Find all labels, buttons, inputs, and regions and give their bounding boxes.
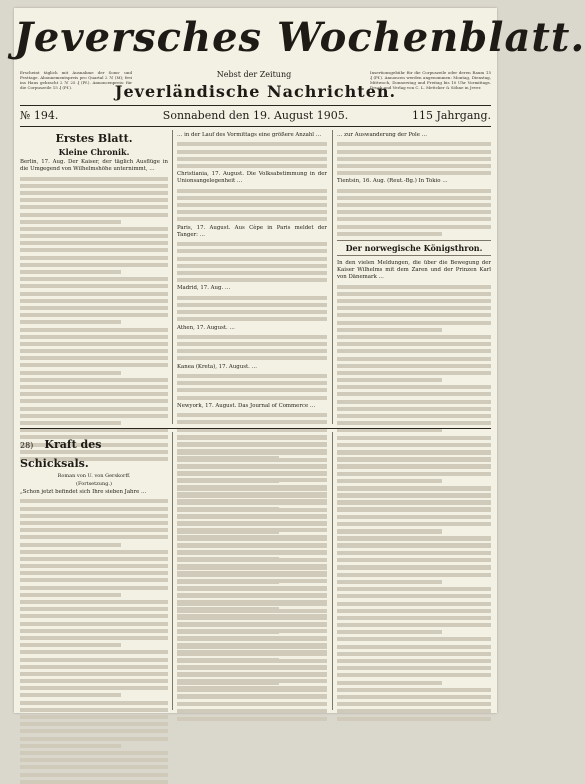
text-line: [337, 349, 491, 353]
text-line: [20, 773, 168, 777]
text-line: [20, 578, 168, 582]
text-line: [177, 717, 327, 721]
text-line: [337, 335, 491, 339]
text-line: [177, 349, 327, 353]
text-line: [177, 472, 327, 476]
text-line: [177, 522, 327, 526]
text-line: [20, 220, 121, 224]
text-line: [20, 636, 168, 640]
text-line: [177, 164, 327, 168]
text-line: [20, 256, 168, 260]
text-line: [337, 616, 491, 620]
text-placeholder: [337, 142, 491, 175]
text-line: [20, 213, 168, 217]
masthead-subtitle: Nebst der Zeitung: [216, 70, 292, 79]
text-line: [177, 580, 279, 584]
text-line: [20, 737, 168, 741]
text-line: [177, 210, 327, 214]
text-line: [177, 702, 327, 706]
column-rule: [332, 432, 333, 710]
text-line: [177, 271, 327, 275]
text-line: [20, 650, 168, 654]
newspaper-page: [14, 8, 585, 713]
text-line: [337, 451, 491, 455]
text-line: [337, 587, 491, 591]
text-line: [177, 296, 327, 300]
issue-number: № 194.: [20, 109, 59, 122]
text-line: [177, 142, 327, 146]
text-line: [337, 508, 491, 512]
text-placeholder: [177, 374, 327, 400]
text-line: [337, 666, 491, 670]
masthead-left-note: Erscheint täglich mit Ausnahme der Sonn- und Festtage. Abonnementspreis pro Quartal 2 ℳ (M); frei ins Haus gebracht 2 ℳ 25 ₰ (Pf.). Annoncenpreis: für die Corpuszeile 15 ₰ (Pf.).: [20, 70, 132, 90]
text-line: [177, 278, 327, 282]
text-line: [337, 364, 491, 368]
text-placeholder: [177, 335, 327, 361]
text-line: [177, 688, 327, 692]
text-line: [20, 693, 121, 697]
text-line: [20, 614, 168, 618]
text-line: [20, 765, 168, 769]
text-line: [177, 257, 327, 261]
text-line: [177, 673, 327, 677]
text-line: [337, 637, 491, 641]
text-line: [20, 378, 168, 382]
text-line: [337, 385, 491, 389]
text-placeholder: [20, 177, 168, 461]
text-line: [337, 573, 491, 577]
text-line: [20, 313, 168, 317]
text-line: [337, 306, 491, 310]
text-line: [20, 270, 121, 274]
text-line: [20, 708, 168, 712]
text-line: [337, 414, 491, 418]
text-line: [337, 465, 491, 469]
text-line: [20, 564, 168, 568]
text-line: [177, 356, 327, 360]
text-line: [20, 701, 168, 705]
text-line: [337, 150, 491, 154]
serial-column-3: [337, 433, 491, 709]
text-line: [337, 673, 491, 677]
text-line: [177, 645, 327, 649]
text-line: [337, 371, 491, 375]
text-line: [177, 544, 327, 548]
text-line: [177, 436, 327, 440]
volume-number: 115 Jahrgang.: [411, 109, 491, 122]
text-line: [337, 558, 491, 562]
article-lead: In den vielen Meldungen, die über die Bewegung der Kaiser Wilhelms mit dem Zaren und der Prinzen Karl von Dänemark …: [337, 259, 491, 281]
column-1: [20, 132, 168, 422]
text-line: [177, 630, 279, 634]
text-line: [337, 164, 491, 168]
text-line: [177, 501, 327, 505]
text-line: [20, 751, 168, 755]
text-line: [20, 335, 168, 339]
text-line: [177, 551, 327, 555]
text-line: [177, 413, 327, 417]
text-line: [177, 479, 279, 483]
text-line: [337, 196, 491, 200]
text-line: [177, 310, 327, 314]
text-line: [177, 637, 327, 641]
text-line: [20, 292, 168, 296]
feuilleton-rule: [20, 428, 491, 429]
text-line: [177, 249, 327, 253]
text-line: [20, 227, 168, 231]
text-line: [20, 306, 168, 310]
text-line: [177, 508, 327, 512]
text-line: [177, 709, 327, 713]
text-line: [177, 189, 327, 193]
text-line: [337, 321, 491, 325]
text-line: [337, 458, 491, 462]
text-line: [20, 586, 168, 590]
text-line: [337, 342, 491, 346]
text-line: [20, 780, 168, 784]
column-rule: [172, 432, 173, 710]
text-line: [337, 695, 491, 699]
article-lead: Christiania, 17. August. Die Volksabstimmung in der Unionsangelegenheit …: [177, 171, 327, 185]
text-line: [337, 400, 491, 404]
text-line: [20, 744, 121, 748]
text-line: [337, 659, 491, 663]
text-placeholder: [177, 242, 327, 282]
text-line: [177, 594, 327, 598]
text-line: [177, 530, 279, 534]
text-line: [337, 203, 491, 207]
text-line: [177, 537, 327, 541]
text-line: [20, 385, 168, 389]
text-line: [177, 374, 327, 378]
text-line: [20, 320, 121, 324]
text-line: [177, 695, 327, 699]
serial-lead: „Schon jetzt befindet sich Ihre sieben Jahre …: [20, 489, 147, 495]
masthead-right-note: Insertionsgebühr für die Corpuszeile oder deren Raum 15 ₰ (Pf.). Annoncen werden angenommen: Montag, Dienstag, Mittwoch, Donnerstag und Freitag bis 10 Uhr Vormittags. Druck und Verlag von C. L. Mettcker & Söhne in Jever.: [370, 70, 491, 90]
text-line: [20, 499, 168, 503]
serial-number: 28): [20, 441, 34, 450]
text-placeholder: [337, 189, 491, 236]
text-line: [337, 494, 491, 498]
text-line: [177, 666, 327, 670]
text-line: [177, 558, 327, 562]
text-line: [20, 600, 168, 604]
text-line: [20, 629, 168, 633]
text-line: [177, 303, 327, 307]
text-line: [20, 198, 168, 202]
text-line: [337, 652, 491, 656]
text-line: [177, 396, 327, 400]
text-line: [177, 217, 327, 221]
article-lead: … in der Lauf des Vormittags eine größere Anzahl …: [177, 132, 322, 138]
text-line: [177, 443, 327, 447]
text-placeholder: [177, 436, 327, 720]
text-line: [337, 530, 442, 534]
text-line: [177, 203, 327, 207]
article-lead: Tientsin, 16. Aug. (Reut.-Bg.) In Tokio …: [337, 178, 448, 185]
text-line: [20, 550, 168, 554]
text-line: [20, 414, 168, 418]
column-3: [337, 132, 491, 422]
serial-heading: [20, 433, 168, 471]
text-line: [177, 602, 327, 606]
text-line: [337, 189, 491, 193]
text-line: [20, 248, 168, 252]
text-line: [337, 594, 491, 598]
text-line: [177, 487, 327, 491]
text-line: [177, 196, 327, 200]
text-line: [20, 571, 168, 575]
text-line: [337, 609, 491, 613]
text-line: [337, 436, 491, 440]
text-line: [337, 357, 491, 361]
text-placeholder: [337, 436, 491, 720]
text-line: [20, 543, 121, 547]
text-placeholder: [177, 296, 327, 322]
section-subheading: Kleine Chronik.: [58, 147, 130, 157]
text-line: [177, 465, 327, 469]
text-line: [337, 551, 491, 555]
text-line: [337, 210, 491, 214]
serial-column-2: [177, 433, 327, 709]
masthead-second-title: Jeverländische Nachrichten.: [114, 82, 397, 101]
text-line: [20, 342, 168, 346]
serial-title: Kraft des Schicksals.: [20, 438, 102, 470]
text-line: [177, 566, 327, 570]
text-line: [337, 522, 491, 526]
article-lead: Athen, 17. August. …: [177, 324, 235, 331]
text-line: [20, 371, 121, 375]
text-line: [20, 557, 168, 561]
text-line: [20, 686, 168, 690]
text-line: [20, 191, 168, 195]
section-heading: Erstes Blatt.: [55, 132, 133, 145]
text-line: [337, 580, 442, 584]
text-line: [177, 150, 327, 154]
dateline: [20, 108, 491, 124]
serial-column-1: [20, 433, 168, 709]
text-line: [177, 659, 327, 663]
text-line: [337, 225, 491, 229]
article-lead: … zur Auswanderung der Pole …: [337, 132, 428, 138]
text-line: [177, 458, 327, 462]
text-line: [337, 717, 491, 721]
text-line: [337, 392, 491, 396]
text-line: [337, 232, 442, 236]
column-rule: [332, 130, 333, 424]
text-line: [177, 388, 327, 392]
text-line: [20, 392, 168, 396]
text-line: [177, 242, 327, 246]
text-line: [20, 622, 168, 626]
text-line: [337, 292, 491, 296]
text-line: [20, 758, 168, 762]
text-line: [20, 715, 168, 719]
text-line: [177, 381, 327, 385]
text-line: [177, 317, 327, 321]
text-line: [337, 171, 491, 175]
text-line: [337, 328, 442, 332]
text-line: [337, 299, 491, 303]
text-line: [20, 507, 168, 511]
dateline-bottom-rule: [20, 126, 491, 127]
text-line: [337, 313, 491, 317]
text-line: [20, 535, 168, 539]
text-line: [20, 421, 121, 425]
text-line: [337, 407, 491, 411]
text-line: [337, 443, 491, 447]
text-line: [20, 672, 168, 676]
text-line: [337, 645, 491, 649]
text-line: [337, 421, 491, 425]
text-line: [177, 494, 327, 498]
text-line: [337, 602, 491, 606]
text-line: [20, 593, 121, 597]
text-line: [337, 285, 491, 289]
article-heading: Der norwegische Königsthron.: [337, 240, 491, 256]
text-line: [20, 184, 168, 188]
text-line: [337, 217, 491, 221]
article-lead: Kanea (Kreta), 17. August. …: [177, 363, 257, 370]
text-line: [177, 264, 327, 268]
text-line: [20, 177, 168, 181]
text-line: [20, 328, 168, 332]
text-line: [20, 407, 168, 411]
text-line: [177, 335, 327, 339]
text-line: [337, 479, 442, 483]
text-line: [177, 652, 327, 656]
text-placeholder: [177, 142, 327, 168]
text-line: [177, 515, 327, 519]
serial-continued: (Fortsetzung.): [76, 481, 112, 487]
text-line: [337, 630, 442, 634]
masthead-title: Jeversches Wochenblatt.: [14, 14, 585, 61]
text-line: [20, 665, 168, 669]
text-placeholder: [177, 189, 327, 222]
text-line: [20, 356, 168, 360]
text-line: [20, 679, 168, 683]
text-line: [177, 342, 327, 346]
text-line: [20, 528, 168, 532]
text-line: [337, 487, 491, 491]
dateline-top-rule: [20, 105, 491, 106]
text-line: [177, 616, 327, 620]
text-line: [337, 142, 491, 146]
text-line: [20, 284, 168, 288]
column-2: [177, 132, 327, 422]
text-line: [20, 722, 168, 726]
text-line: [20, 729, 168, 733]
text-line: [337, 623, 491, 627]
article-lead: Newyork, 17. August. Das Journal of Commerce …: [177, 402, 316, 409]
text-line: [177, 587, 327, 591]
text-line: [20, 234, 168, 238]
text-line: [337, 472, 491, 476]
text-line: [337, 544, 491, 548]
text-line: [337, 537, 491, 541]
text-line: [177, 451, 327, 455]
text-line: [337, 702, 491, 706]
text-line: [337, 378, 442, 382]
text-line: [177, 420, 327, 424]
text-line: [177, 573, 327, 577]
text-line: [337, 566, 491, 570]
text-line: [20, 205, 168, 209]
text-line: [177, 609, 327, 613]
text-line: [337, 501, 491, 505]
text-line: [20, 514, 168, 518]
text-line: [337, 681, 442, 685]
text-placeholder: [20, 499, 168, 783]
text-line: [20, 263, 168, 267]
issue-date: Sonnabend den 19. August 1905.: [162, 109, 349, 122]
text-line: [20, 607, 168, 611]
article-lead: Madrid, 17. Aug. …: [177, 285, 231, 292]
column-rule: [172, 130, 173, 424]
text-line: [20, 658, 168, 662]
text-line: [20, 399, 168, 403]
text-line: [337, 515, 491, 519]
text-line: [20, 363, 168, 367]
text-line: [177, 157, 327, 161]
text-line: [20, 277, 168, 281]
text-line: [20, 241, 168, 245]
text-line: [177, 623, 327, 627]
text-line: [20, 349, 168, 353]
text-line: [177, 681, 279, 685]
article-lead: Berlin, 17. Aug. Der Kaiser, der täglich Ausflüge in die Umgegend von Wilhelmshöhe unternimmt, …: [20, 159, 168, 173]
text-line: [337, 157, 491, 161]
article-lead: Paris, 17. August. Aus Cèpe in Paris meldet der Tanger: …: [177, 224, 327, 238]
text-line: [20, 521, 168, 525]
serial-byline: Roman von U. von Gerskorff.: [57, 473, 131, 479]
text-line: [337, 688, 491, 692]
text-line: [20, 299, 168, 303]
text-line: [337, 709, 491, 713]
text-line: [20, 643, 121, 647]
